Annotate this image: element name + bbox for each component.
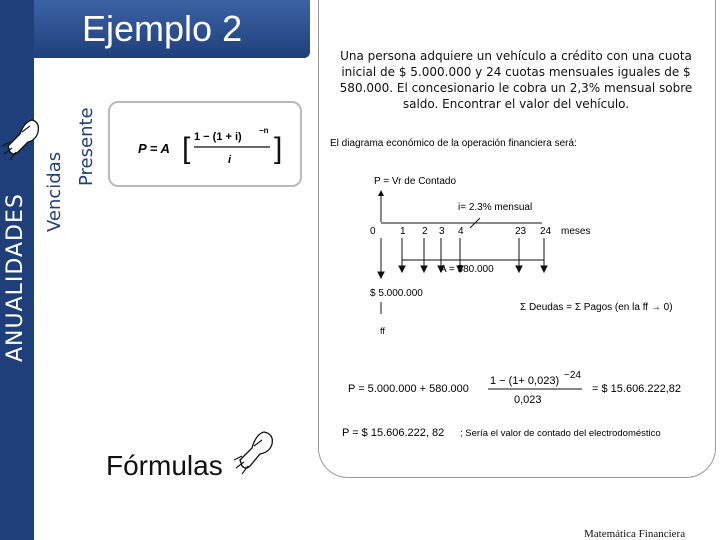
hand-pointer-icon bbox=[230, 422, 278, 476]
final-value: P = $ 15.606.222, 82 bbox=[342, 427, 445, 439]
payment-label: A = 580.000 bbox=[440, 264, 494, 275]
tick-2: 2 bbox=[422, 226, 428, 237]
present-value-label: P = Vr de Contado bbox=[374, 176, 457, 187]
tick-0: 0 bbox=[370, 226, 376, 237]
final-note: ; Sería el valor de contado del electrodoméstico bbox=[460, 428, 661, 439]
hand-pointer-icon bbox=[0, 112, 44, 162]
formula-exponent: −n bbox=[259, 126, 269, 135]
formula-right-bracket: ] bbox=[274, 132, 283, 165]
solution-result: = $ 15.606.222,82 bbox=[592, 383, 681, 395]
diagram-intro: El diagrama económico de la operación financiera será: bbox=[330, 138, 577, 149]
tick-24: 24 bbox=[540, 226, 552, 237]
tick-23: 23 bbox=[515, 226, 527, 237]
equation-label: Σ Deudas = Σ Pagos (en la ff → 0) bbox=[520, 302, 673, 313]
axis-unit: meses bbox=[561, 226, 591, 237]
problem-statement: Una persona adquiere un vehículo a crédito con una cuota inicial de $ 5.000.000 y 24 cuotas mensuales iguales de $ 580.000. El concesionario le cobra un 2,3% mensual sobre saldo. Encontrar el valor del vehículo. bbox=[339, 49, 693, 111]
formula-numerator: 1 − (1 + i) bbox=[194, 131, 242, 143]
formula-denominator: i bbox=[228, 154, 232, 166]
side-label-anualidades: ANUALIDADES bbox=[3, 193, 28, 362]
tick-1: 1 bbox=[400, 226, 406, 237]
initial-payment-label: $ 5.000.000 bbox=[370, 288, 423, 299]
footer-course-name: Matemática Financiera bbox=[584, 528, 686, 540]
tick-4: 4 bbox=[458, 226, 464, 237]
formula-left-bracket: [ bbox=[182, 132, 191, 165]
present-value-arrowhead bbox=[378, 190, 384, 196]
solution-denominator: 0,023 bbox=[514, 394, 542, 406]
rate-label: i= 2.3% mensual bbox=[458, 202, 533, 213]
solution-exponent: −24 bbox=[564, 370, 581, 381]
formula-lhs: P = A bbox=[138, 141, 170, 156]
solution-numerator: 1 − (1+ 0,023) bbox=[490, 375, 560, 387]
tick-3: 3 bbox=[439, 226, 445, 237]
side-label-vencidas: Vencidas bbox=[44, 151, 65, 232]
formulas-label: Fórmulas bbox=[106, 450, 223, 481]
solution-left: P = 5.000.000 + 580.000 bbox=[348, 383, 469, 395]
cashflow-diagram bbox=[320, 130, 716, 450]
formula-box bbox=[108, 101, 302, 187]
side-label-presente: Presente bbox=[76, 107, 97, 186]
focal-label: ff bbox=[380, 326, 385, 336]
slide-title: Ejemplo 2 bbox=[82, 8, 243, 49]
